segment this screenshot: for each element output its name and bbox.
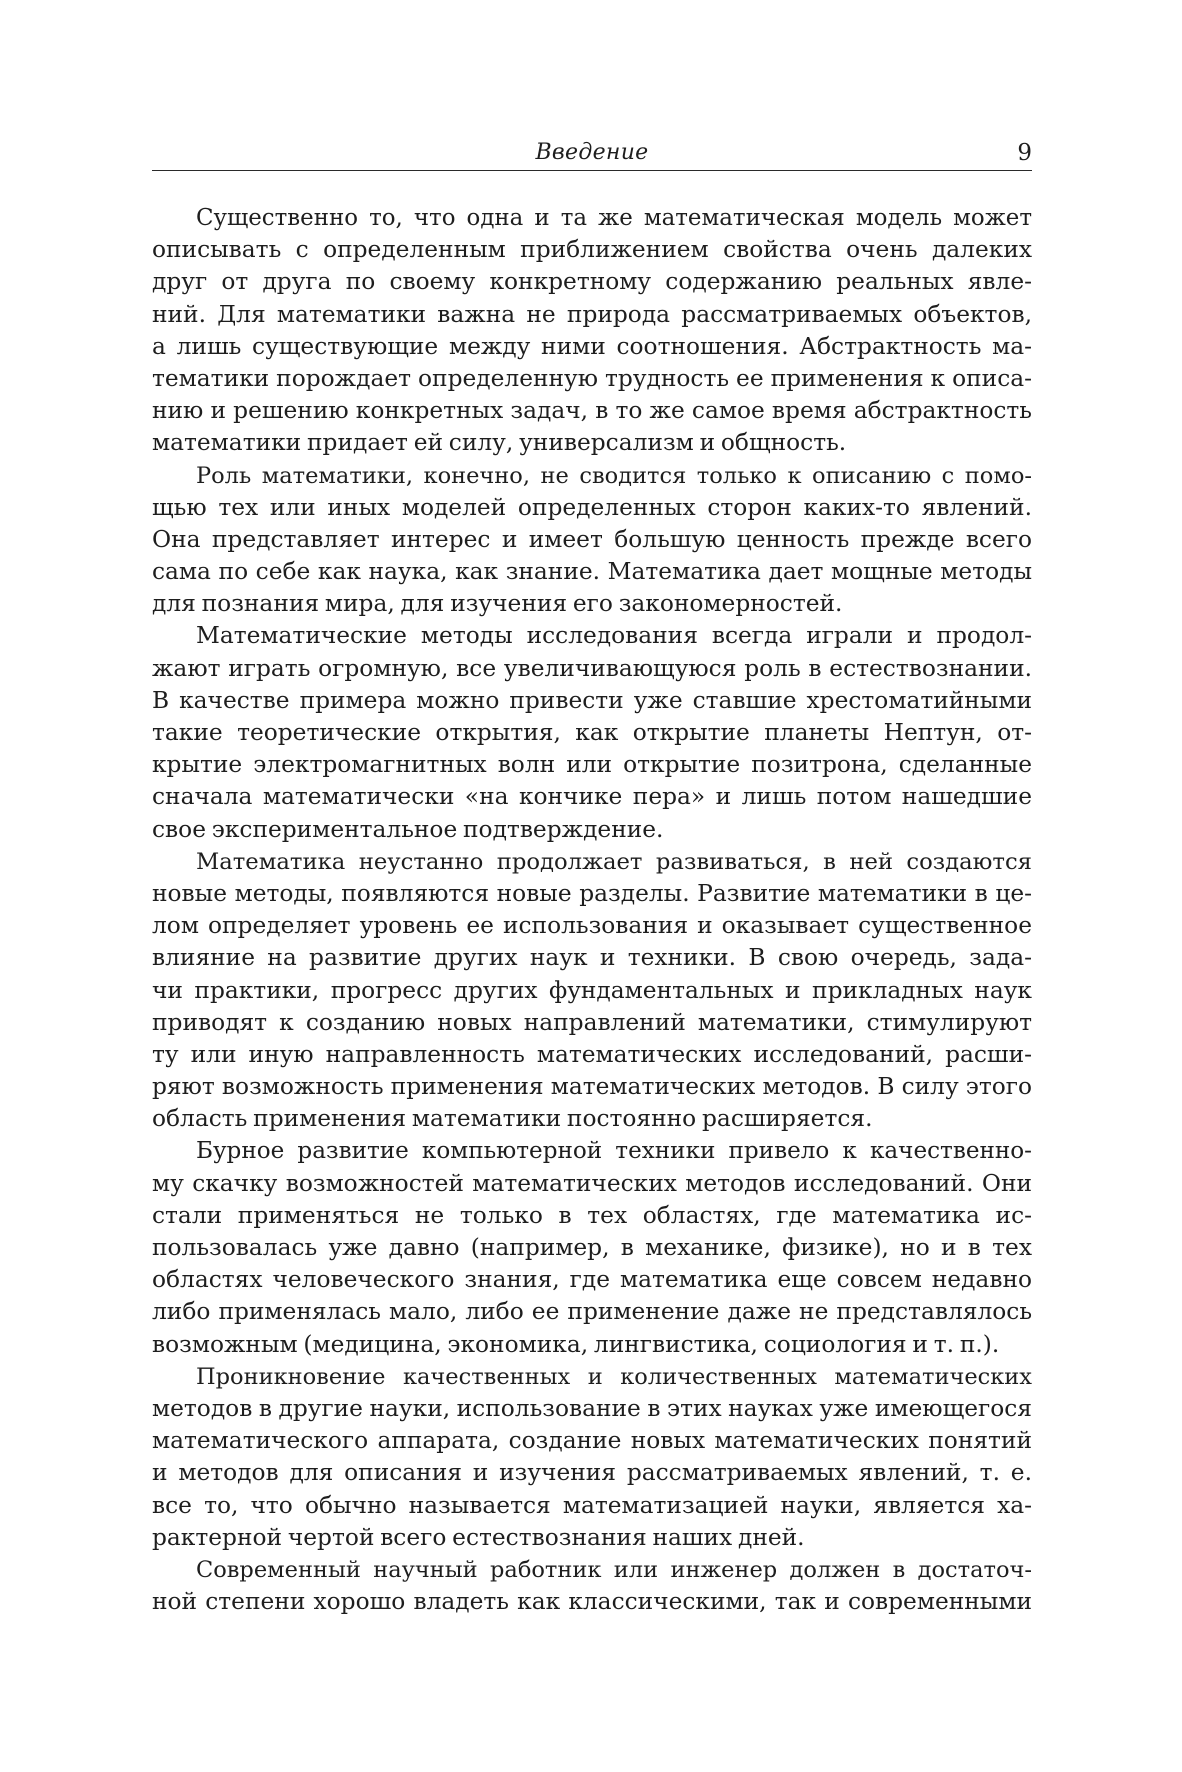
running-title: Введение — [535, 140, 649, 165]
text-line: Математические методы исследования всегда играли и продол- — [196, 622, 1032, 650]
paragraph — [152, 1554, 1032, 1618]
text-line: ту или иную направленность математических исследований, расши- — [152, 1040, 1032, 1068]
text-line: крытие электромагнитных волн или открытие позитрона, сделанные — [152, 751, 1032, 779]
body-text — [152, 202, 1032, 1618]
text-line: либо применялась мало, либо ее применение даже не представлялось — [152, 1298, 1032, 1326]
text-line: нию и решению конкретных задач, в то же самое время абстрактность — [152, 397, 1032, 425]
text-line: Современный научный работник или инженер должен в достаточ- — [196, 1556, 1032, 1583]
text-line: такие теоретические открытия, как открытие планеты Нептун, от- — [152, 719, 1032, 746]
text-line: му скачку возможностей математических методов исследований. Они — [152, 1169, 1032, 1197]
text-line: влияние на развитие других наук и техники. В свою очередь, зада- — [152, 944, 1032, 972]
text-line: пользовалась уже давно (например, в механике, физике), но и в тех — [152, 1234, 1032, 1261]
text-line: сама по себе как наука, как знание. Математика дает мощные методы — [152, 558, 1032, 586]
paragraph — [152, 620, 1032, 845]
text-line: а лишь существующие между ними соотношения. Абстрактность ма- — [152, 332, 1032, 360]
text-line: рактерной чертой всего естествознания наших дней. — [152, 1523, 805, 1551]
text-line: все то, что обычно называется математизацией науки, является ха- — [152, 1491, 1032, 1519]
text-line: друг от друга по своему конкретному содержанию реальных явле- — [152, 268, 1032, 296]
paragraph — [152, 846, 1032, 1136]
text-line: свое экспериментальное подтверждение. — [152, 815, 664, 843]
text-line: область применения математики постоянно расширяется. — [152, 1105, 873, 1133]
text-line: лом определяет уровень ее использования и оказывает существенное — [152, 912, 1032, 940]
paragraph — [152, 460, 1032, 621]
text-line: методов в другие науки, использование в этих науках уже имеющегося — [152, 1394, 1032, 1422]
page-number: 9 — [1017, 140, 1032, 166]
text-line: ной степени хорошо владеть как классическими, так и современными — [152, 1588, 1032, 1616]
text-line: описывать с определенным приближением свойства очень далеких — [152, 236, 1032, 264]
text-line: и методов для описания и изучения рассматриваемых явлений, т. е. — [152, 1459, 1032, 1487]
text-line: новые методы, появляются новые разделы. Развитие математики в це- — [152, 879, 1032, 907]
text-line: ний. Для математики важна не природа рассматриваемых объектов, — [152, 300, 1032, 328]
text-line: Роль математики, конечно, не сводится только к описанию с помо- — [196, 462, 1032, 489]
text-line: ряют возможность применения математических методов. В силу этого — [152, 1073, 1032, 1101]
running-header — [152, 136, 1032, 171]
text-line: Бурное развитие компьютерной техники привело к качественно- — [196, 1138, 1032, 1165]
paragraph — [152, 1135, 1032, 1360]
text-line: Существенно то, что одна и та же математическая модель может — [196, 205, 1032, 231]
text-line: приводят к созданию новых направлений математики, стимулируют — [152, 1008, 1032, 1036]
text-line: областях человеческого знания, где математика еще совсем недавно — [152, 1266, 1032, 1294]
text-line: Она представляет интерес и имеет большую ценность прежде всего — [152, 525, 1032, 553]
text-line: тематики порождает определенную трудность ее применения к описа- — [152, 364, 1032, 392]
text-line: В качестве примера можно привести уже ставшие хрестоматийными — [152, 686, 1032, 714]
paragraph — [152, 202, 1032, 460]
text-line: для познания мира, для изучения его закономерностей. — [152, 590, 843, 618]
text-line: Математика неустанно продолжает развиваться, в ней создаются — [196, 848, 1032, 875]
text-line: стали применяться не только в тех областях, где математика ис- — [152, 1201, 1032, 1229]
text-line: жают играть огромную, все увеличивающуюся роль в естествознании. — [152, 654, 1032, 682]
paragraph — [152, 1361, 1032, 1554]
text-line: Проникновение качественных и количественных математических — [196, 1363, 1032, 1390]
text-line: математического аппарата, создание новых математических понятий — [152, 1427, 1032, 1455]
text-line: сначала математически «на кончике пера» и лишь потом нашедшие — [152, 783, 1032, 811]
text-line: щью тех или иных моделей определенных сторон каких-то явлений. — [152, 493, 1032, 521]
text-line: возможным (медицина, экономика, лингвистика, социология и т. п.). — [152, 1330, 1000, 1358]
text-line: чи практики, прогресс других фундаментальных и прикладных наук — [152, 976, 1032, 1004]
text-line: математики придает ей силу, универсализм и общность. — [152, 429, 847, 457]
